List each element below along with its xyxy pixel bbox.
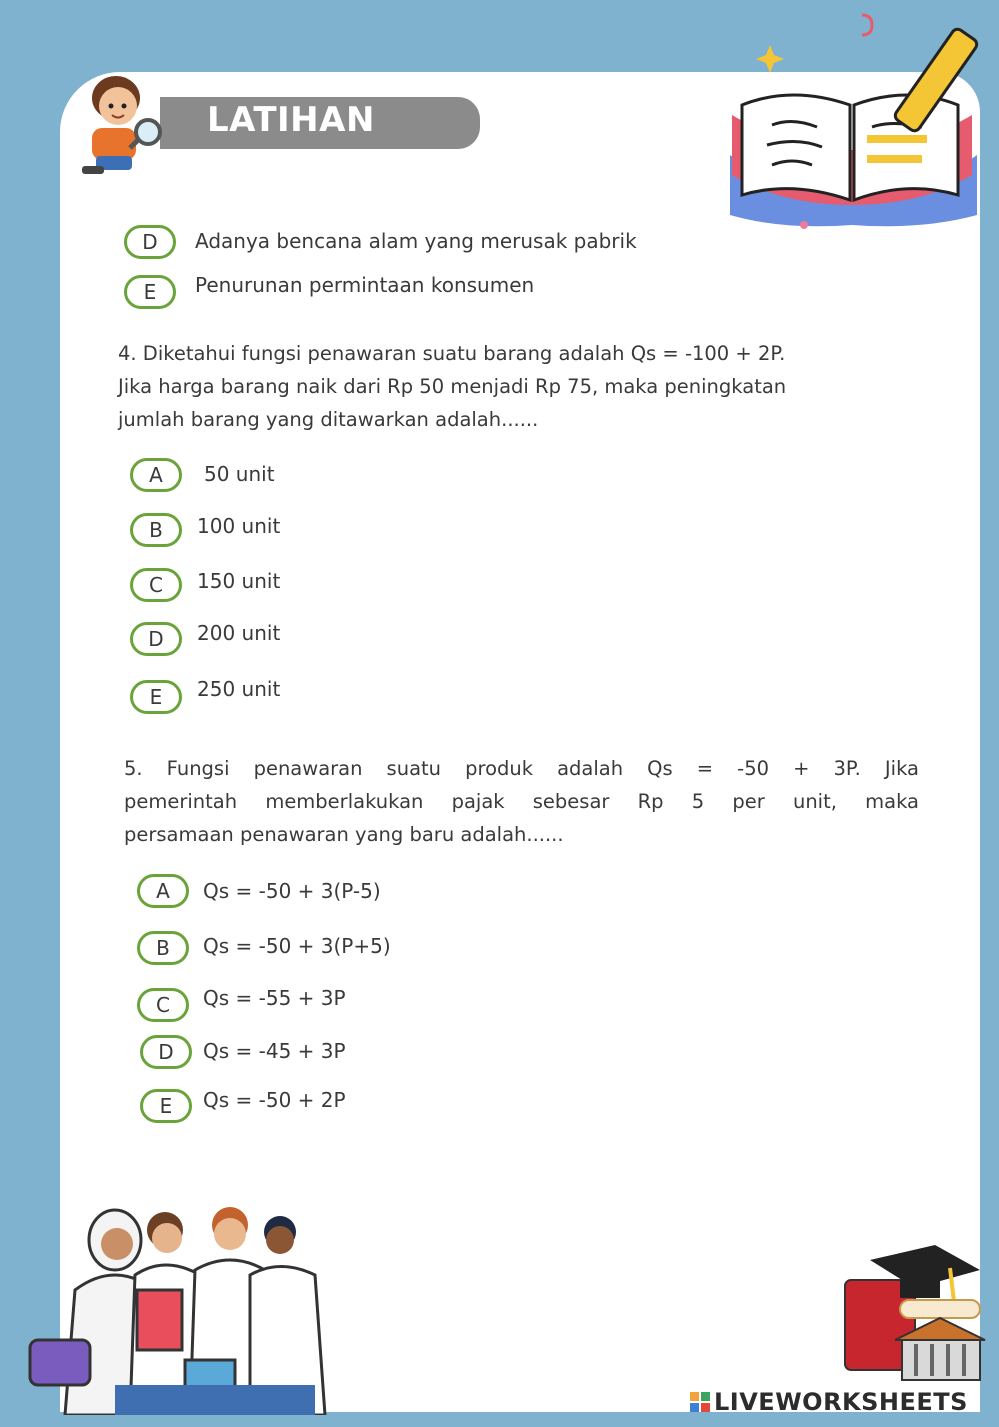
q4-option-text-e: 250 unit (197, 677, 281, 701)
q5-option-text-d: Qs = -45 + 3P (203, 1039, 346, 1063)
q4-option-badge-c[interactable]: C (130, 568, 182, 602)
q5-option-text-c: Qs = -55 + 3P (203, 986, 346, 1010)
question-5-line-1: 5. Fungsi penawaran suatu produk adalah Qs = -50 + 3P. Jika (124, 757, 919, 780)
q5-option-badge-c[interactable]: C (137, 988, 189, 1022)
liveworksheets-logo-icon (690, 1392, 710, 1412)
q4-option-text-d: 200 unit (197, 621, 281, 645)
q4-option-text-a: 50 unit (204, 462, 275, 486)
q5-option-badge-a[interactable]: A (137, 874, 189, 908)
question-4-line-3: jumlah barang yang ditawarkan adalah...... (118, 408, 539, 431)
q4-option-text-c: 150 unit (197, 569, 281, 593)
question-4-line-1: 4. Diketahui fungsi penawaran suatu barang adalah Qs = -100 + 2P. (118, 342, 786, 365)
q4-option-text-b: 100 unit (197, 514, 281, 538)
graduation-books-illustration (840, 1240, 992, 1390)
q5-option-badge-b[interactable]: B (137, 931, 189, 965)
option-text-d: Adanya bencana alam yang merusak pabrik (195, 229, 637, 253)
students-illustration (25, 1200, 365, 1415)
q5-option-badge-d[interactable]: D (140, 1035, 192, 1069)
q4-option-badge-d[interactable]: D (130, 622, 182, 656)
q5-option-text-a: Qs = -50 + 3(P-5) (203, 879, 381, 903)
q4-option-badge-e[interactable]: E (130, 680, 182, 714)
option-badge-e[interactable]: E (124, 275, 176, 309)
liveworksheets-brand[interactable]: LIVEWORKSHEETS (714, 1388, 968, 1416)
boy-magnifier-illustration (74, 70, 166, 178)
q4-option-badge-b[interactable]: B (130, 513, 182, 547)
q4-option-badge-a[interactable]: A (130, 458, 182, 492)
page-title: LATIHAN (207, 100, 375, 140)
q5-option-text-e: Qs = -50 + 2P (203, 1088, 346, 1112)
question-4-line-2: Jika harga barang naik dari Rp 50 menjadi Rp 75, maka peningkatan (118, 375, 787, 398)
question-5-line-3: persamaan penawaran yang baru adalah...... (124, 823, 564, 846)
q5-option-badge-e[interactable]: E (140, 1089, 192, 1123)
question-5-line-2: pemerintah memberlakukan pajak sebesar Rp 5 per unit, maka (124, 790, 919, 813)
q5-option-text-b: Qs = -50 + 3(P+5) (203, 934, 391, 958)
open-book-illustration (722, 5, 984, 230)
option-badge-d[interactable]: D (124, 225, 176, 259)
option-text-e: Penurunan permintaan konsumen (195, 273, 535, 297)
